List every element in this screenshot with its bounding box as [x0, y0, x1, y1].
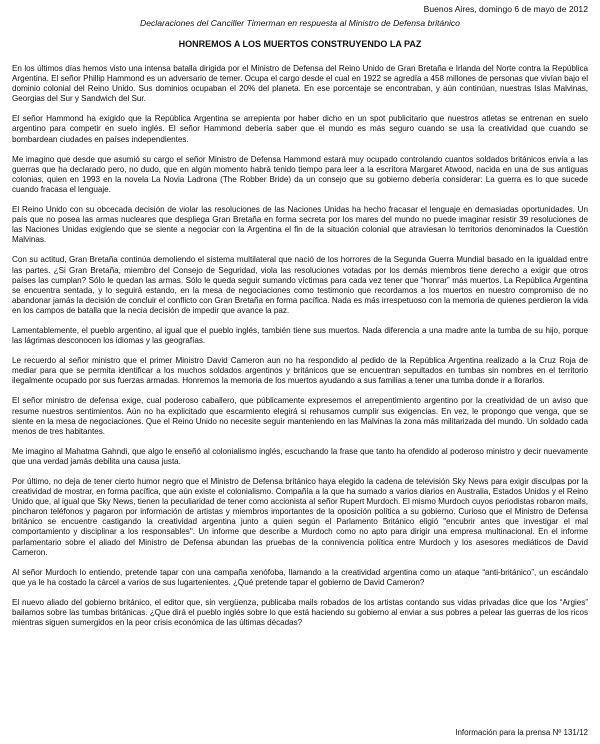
- paragraph-12: El nuevo aliado del gobierno británico, el editor que, sin vergüenza, publicaba mails robados de los artistas contando sus vidas privadas dice que los “Argies” bailamos sobre las tumbas británicas. ¿Que dirá el pueblo inglés sobre lo que está haciendo su gobierno al enviar a sus pobres a pelear las guerras de los ricos mientras siguen sumergidos en la peor crisis económica de las últimas décadas?: [12, 597, 588, 628]
- paragraph-11: Al señor Murdoch lo entiendo, pretende tapar con una campaña xenófoba, llamando a la creatividad argentina como un ataque “anti-británico”, un escándalo que ya le ha costado la cárcel a varios de sus lugartenientes. ¿Qué pretende tapar el gobierno de David Cameron?: [12, 567, 588, 587]
- dateline: Buenos Aires, domingo 6 de mayo de 2012: [423, 4, 588, 14]
- subtitle: Declaraciones del Canciller Timerman en respuesta al Ministro de Defensa británico: [140, 18, 460, 28]
- paragraph-8: El señor ministro de defensa exige, cual poderoso caballero, que públicamente expresemos el arrepentimiento argentino por la creatividad de un aviso que resume nuestros sentimientos. Aún no ha explicitado que escarmiento elegirá si rehusamos cumplir sus exigencias. En vez, le propongo que venga, que se siente en la mesa de negociaciones. Que el Reino Unido no necesite seguir manteniendo en las Malvinas la zona más militarizada del mundo. Un soldado cada menos de tres habitantes.: [12, 396, 588, 436]
- paragraph-9: Me imagino al Mahatma Gahndi, que algo le enseñó al colonialismo inglés, escuchando la frase que tanto ha ofendido al poderoso ministro y decir nuevamente que una verdad jamás debilita una causa justa.: [12, 446, 588, 466]
- paragraph-3: Me imagino que desde que asumió su cargo el señor Ministro de Defensa Hammond estará muy ocupado controlando cuantos soldados británicos envía a las guerras que ha declarado pero, no dudo, que en algún momento habrá tenido tiempo para leer a la escritora Margaret Atwood, nacida en una de sus antiguas colonias, quien en 1993 en la novela La Novia Ladrona (The Robber Bride) da un consejo que su gobierno debería considerar: La guerra es lo que sucede cuando fracasa el lenguaje.: [12, 154, 588, 194]
- paragraph-1: En los últimos días hemos visto una intensa batalla dirigida por el Ministro de Defensa del Reino Unido de Gran Bretaña e Irlanda del Norte contra la República Argentina. El señor Phillip Hammond es un adversario de temer. Ocupa el cargo desde el cual en 1922 se agredía a 458 millones de personas que vivían bajo el dominio colonial del Reino Unido. Sus dominios ocupaban el 20% del planeta. En ese porcentaje se encontraban, y aún continúan, nuestras Islas Malvinas, Georgias del Sur y Sandwich del Sur.: [12, 64, 588, 104]
- paragraph-4: El Reino Unido con su obcecada decisión de violar las resoluciones de las Naciones Unidas ha hecho fracasar el lenguaje en demasiadas oportunidades. Un país que no posea las armas nucleares que despliega Gran Bretaña en forma secreta por los mares del mundo no puede imaginar resistir 39 resoluciones de las Naciones Unidas exigiendo que se siente a negociar con la Argentina el fin de la situación colonial que atraviesan lo territorios denominados la Cuestión Malvinas.: [12, 205, 588, 245]
- paragraph-6: Lamentablemente, el pueblo argentino, al igual que el pueblo inglés, también tiene sus muertos. Nada diferencia a una madre ante la tumba de su hijo, porque las lágrimas desconocen los idiomas y las geografías.: [12, 325, 588, 346]
- paragraph-7: Le recuerdo al señor ministro que el primer Ministro David Cameron aun no ha respondido al pedido de la República Argentina realizado a la Cruz Roja de mediar para que se permita identificar a los muchos soldados argentinos y británicos que se encuentran sepultados en tumbas sin nombres en el territorio ilegalmente ocupado por sus fuerzas armadas. Honremos la memoria de los muertos ayudando a sus familias a tener una tumba donde ir a llorarlos.: [12, 356, 588, 386]
- article-body: [12, 64, 588, 628]
- press-release-number: Información para la prensa Nº 131/12: [455, 728, 588, 737]
- paragraph-2: El señor Hammond ha exigido que la República Argentina se arrepienta por haber dicho en un spot publicitario que nuestros atletas se entrenan en suelo argentino para competir en suelo inglés. El señor Hammond debería saber que el mundo es más seguro cuando se usa la creatividad que cuando se bombardean ciudades en países independientes.: [12, 114, 588, 144]
- paragraph-5: Con su actitud, Gran Bretaña continúa demoliendo el sistema multilateral que nació de los horrores de la Segunda Guerra Mundial basado en la igualdad entre las partes. ¿Si Gran Bretaña, miembro del Consejo de Seguridad, viola las resoluciones votadas por los demás miembros tiene derecho a exigir que otros países las cumplan? Sólo le quedan las armas. Sólo le queda seguir sumando víctimas para cada vez tener que “honrar” más muertos. La República Argentina se encuentra sentada, y lo seguirá estando, en la mesa de negociaciones como testimonio que recordamos a los muertos en nuestro compromiso de no abandonar jamás la decisión de concluir el conflicto con Gran Bretaña en forma pacífica. Nada es más irrespetuoso con la memoria de quienes perdieron la vida en los campos de batalla que la necia decisión de impedir que avance la paz.: [12, 255, 588, 315]
- page-title: HONREMOS A LOS MUERTOS CONSTRUYENDO LA PAZ: [178, 39, 422, 49]
- paragraph-10: Por último, no deja de tener cierto humor negro que el Ministro de Defensa británico haya elegido la cadena de televisión Sky News para exigir disculpas por la creatividad de mostrar, en forma pacífica, que aún existe el colonialismo. Compañía a la que ha sumado a varios diarios en Australia, Estados Unidos y el Reino Unido que, al igual que Sky News, tienen la peculiaridad de tener como accionista al señor Rupert Murdoch. El mismo Murdoch cuyos periodistas robaron mails, pincharon teléfonos y pagaron por información de artistas y miembros importantes de la oposición política a su gobierno. Curioso que el Ministro de Defensa británico se encuentre castigando la creatividad argentina junto a quien según el Parlamento Británico eligió "encubrir antes que investigar el mal comportamiento y disciplinar a los responsables". Un informe que describe a Murdoch como no apto para dirigir una empresa multinacional. En el informe parlamentario sobre el aliado del Ministro de Defensa abundan las pruebas de la connivencia política entre Murdoch y los asesores mediáticos de David Cameron.: [12, 477, 588, 557]
